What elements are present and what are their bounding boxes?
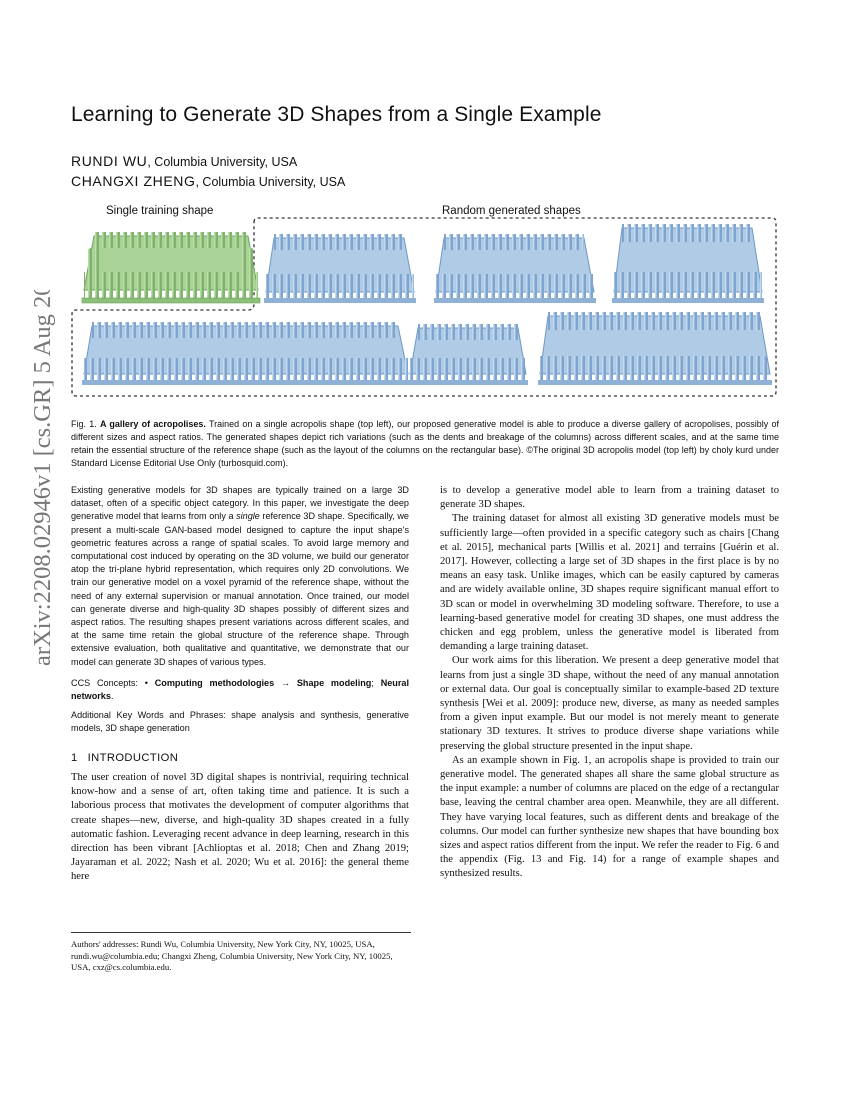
- right-column: [440, 484, 779, 882]
- ccs-suffix: .: [110, 691, 114, 702]
- author-line: [71, 173, 345, 191]
- ccs-prefix: CCS Concepts: •: [71, 677, 155, 688]
- paragraph: The training dataset for almost all existing 3D generative models must be sufficiently large—often provided in a specific category such as chairs [Chang et al. 2015], mechanical parts [Willis et al. 2021] and terrains [Guérin et al. 2017]. However, collecting a large set of 3D shapes in the first place is by no means an easy task. Unlike images, which can be easily captured by cameras and are widely available online, 3D shapes require significant manual effort to 3D scan or model in overwhelming 3D modeling software. Therefore, to use a learning-based generative model for creating 3D shapes, one must address the chicken and egg problem, unless the generative model is liberated from demanding a large training dataset.: [440, 513, 779, 653]
- keywords: Additional Key Words and Phrases: shape analysis and synthesis, generative models, 3D shape generation: [71, 710, 409, 734]
- arxiv-stamp-text: arXiv:2208.02946v1 [cs.GR] 5 Aug 2022: [29, 290, 56, 666]
- abstract: [71, 484, 409, 669]
- section-title: INTRODUCTION: [87, 751, 179, 764]
- figure-drawing: [68, 202, 780, 402]
- training-shape: [82, 232, 260, 303]
- abstract-emphasis: single: [236, 511, 260, 522]
- author-name: CHANGXI ZHENG: [71, 173, 196, 189]
- generated-shape: [264, 234, 416, 303]
- paragraph: is to develop a generative model able to learn from a training dataset to generate 3D shapes.: [440, 485, 779, 511]
- label-single-training-shape: Single training shape: [106, 205, 214, 217]
- paragraph: Our work aims for this liberation. We present a deep generative model that learns from just a single 3D shape, without the need of any manual annotation or external data. Our goal is conceptually similar to example-based 2D texture synthesis [Wei et al. 2009]: produce new, diverse, as many as needed samples from a given input example. But our model is not merely meant to generate stationary 3D textures. It strives to produce diverse shape variations while preserving the global structure presented in the input shape.: [440, 655, 779, 752]
- author-name: RUNDI WU: [71, 153, 148, 169]
- generated-shape: [82, 322, 410, 385]
- paper-title: Learning to Generate 3D Shapes from a Single Example: [71, 103, 602, 126]
- generated-shape: [538, 312, 772, 385]
- ccs-separator: ;: [371, 677, 381, 688]
- caption-bold: A gallery of acropolises.: [99, 419, 206, 429]
- author-footnote: Authors' addresses: Rundi Wu, Columbia University, New York City, NY, 10025, USA, rundi.wu@columbia.edu; Changxi Zheng, Columbia University, New York City, NY, 10025, USA, cxz@cs.columbia.edu.: [71, 932, 411, 974]
- arxiv-stamp: [6, 290, 66, 670]
- figure-acropolis-gallery: [68, 202, 780, 402]
- author-affiliation: , Columbia University, USA: [147, 155, 298, 169]
- caption-text: Trained on a single acropolis shape (top left), our proposed generative model is able to produce a diverse gallery of acropolises, possibly of different sizes and aspect ratios. The generated shapes depict rich variations (such as the dents and breakage of the columns) across different scales, and at the same time retain the essential structure of the reference shape (such as the layout of the columns on the rectangular base). ©The original 3D acropolis model (top left) by choly kurd under Standard License Editorial Use Only (turbosquid.com).: [71, 419, 779, 468]
- ccs-concepts: [71, 677, 409, 703]
- left-column: [71, 484, 409, 885]
- section-number: 1: [71, 751, 78, 764]
- ccs-term: Computing methodologies → Shape modeling: [154, 677, 372, 688]
- label-random-generated-shapes: Random generated shapes: [442, 205, 581, 217]
- generated-shape: [434, 234, 596, 303]
- caption-lead: Fig. 1.: [71, 419, 97, 429]
- figure-caption: [71, 418, 779, 470]
- generated-shape: [612, 224, 764, 303]
- generated-shape: [408, 324, 528, 385]
- section-heading: [71, 752, 409, 765]
- intro-paragraph: The user creation of novel 3D digital shapes is nontrivial, requiring technical know-how and a sense of art, often taking time and patience. It is such a laborious process that motivates the development of computer algorithms that create shapes—new, diverse, and high-quality 3D shapes created in a fully automatic fashion. Leveraging recent advance in deep learning, research in this direction has been vibrant [Achlioptas et al. 2018; Chen and Zhang 2019; Jayaraman et al. 2022; Nash et al. 2020; Wu et al. 2016]: the general theme here: [71, 771, 409, 883]
- abstract-text: Existing generative models for 3D shapes are typically trained on a large 3D dataset, often of a specific object category. In this paper, we investigate the deep generative model that learns from only a: [71, 485, 409, 522]
- ccs-term: Neural networks: [71, 677, 409, 702]
- author-affiliation: , Columbia University, USA: [195, 175, 346, 189]
- paragraph: As an example shown in Fig. 1, an acropolis shape is provided to train our generative model. The generated shapes all share the same global structure as the input example: a number of columns are placed on the edge of a rectangular base, leaving the central chamber area open. Meanwhile, they are all different. They have varying local features, such as different dents and breakage of the columns. Our model can further synthesize new shapes that have bounding box sizes and aspect ratios different from the input. We refer the reader to Fig. 6 and the appendix (Fig. 13 and Fig. 14) for a range of example shapes and synthesized results.: [440, 754, 779, 880]
- abstract-text: reference 3D shape. Specifically, we present a multi-scale GAN-based model designed to capture the input shape's geometric features across a range of spatial scales. To avoid large memory and computational cost induced by operating on the 3D volume, we build our generator atop the tri-plane hybrid representation, which requires only 2D convolutions. We train our generative model on a voxel pyramid of the reference shape, without the need of any external supervision or manual annotation. Once trained, our model can generate diverse and high-quality 3D shapes possibly of different sizes and aspect ratios. The resulting shapes present variations across different scales, and at the same time retain the global structure of the reference shape. Through extensive evaluation, both qualitative and quantitative, we demonstrate that our model can generate 3D shapes of various types.: [71, 511, 409, 667]
- author-line: [71, 153, 297, 171]
